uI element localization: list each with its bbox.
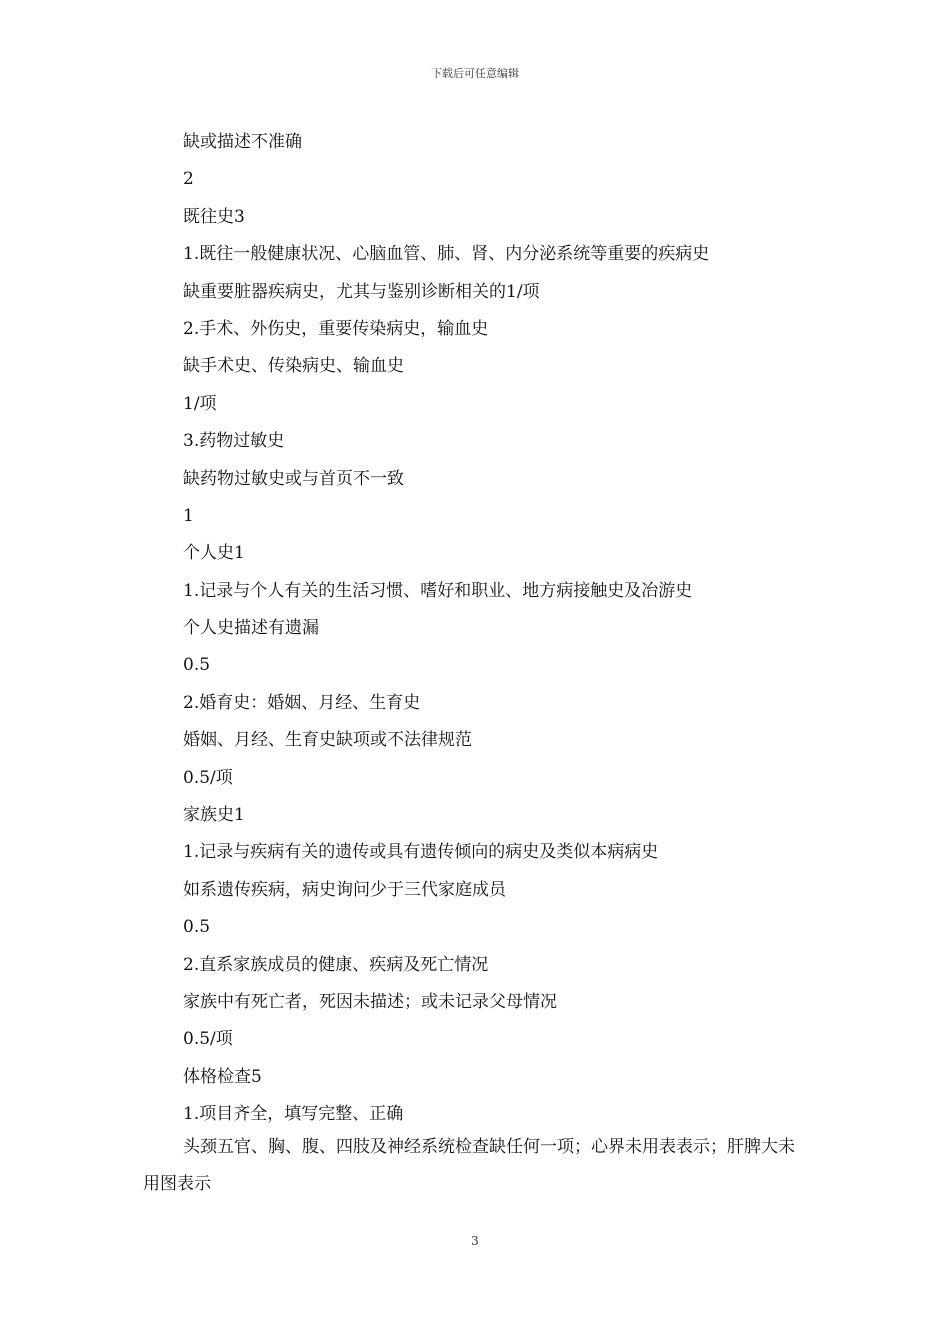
text-line: 缺手术史、传染病史、输血史 — [183, 356, 404, 377]
page-header: 下载后可任意编辑 — [431, 67, 519, 80]
text-line: 1.项目齐全，填写完整、正确 — [183, 1104, 404, 1125]
section-heading: 个人史1 — [183, 543, 245, 564]
text-line: 1.记录与疾病有关的遗传或具有遗传倾向的病史及类似本病病史 — [183, 842, 659, 863]
text-line: 1.记录与个人有关的生活习惯、嗜好和职业、地方病接触史及冶游史 — [183, 580, 693, 601]
text-line: 家族中有死亡者，死因未描述；或未记录父母情况 — [183, 991, 557, 1012]
text-line: 如系遗传疾病，病史询问少于三代家庭成员 — [183, 879, 506, 900]
text-line: 2 — [183, 169, 194, 190]
section-heading: 体格检查5 — [183, 1066, 262, 1087]
text-line: 婚姻、月经、生育史缺项或不法律规范 — [183, 730, 472, 751]
text-line: 0.5 — [183, 655, 211, 676]
text-line: 1/项 — [183, 393, 217, 414]
text-line: 0.5 — [183, 917, 211, 938]
text-line: 个人史描述有遗漏 — [183, 618, 319, 639]
text-line: 2.直系家族成员的健康、疾病及死亡情况 — [183, 954, 489, 975]
text-line: 1 — [183, 505, 194, 526]
text-line: 0.5/项 — [183, 1029, 233, 1050]
text-line: 缺重要脏器疾病史，尤其与鉴别诊断相关的1/项 — [183, 281, 540, 302]
text-line: 2.婚育史：婚姻、月经、生育史 — [183, 692, 421, 713]
text-line: 缺药物过敏史或与首页不一致 — [183, 468, 404, 489]
indented-paragraph: 头颈五官、胸、腹、四肢及神经系统检查缺任何一项；心界未用表表示；肝脾大未用图表示 — [143, 1137, 795, 1195]
text-line: 0.5/项 — [183, 767, 233, 788]
document-body — [183, 124, 823, 1134]
section-heading: 既往史3 — [183, 206, 245, 227]
text-line: 2.手术、外伤史，重要传染病史，输血史 — [183, 318, 489, 339]
page-number: 3 — [471, 1234, 479, 1248]
text-line: 3.药物过敏史 — [183, 431, 285, 452]
text-line: 1.既往一般健康状况、心脑血管、肺、肾、内分泌系统等重要的疾病史 — [183, 244, 710, 265]
section-heading: 家族史1 — [183, 805, 245, 826]
text-line: 缺或描述不准确 — [183, 132, 302, 152]
